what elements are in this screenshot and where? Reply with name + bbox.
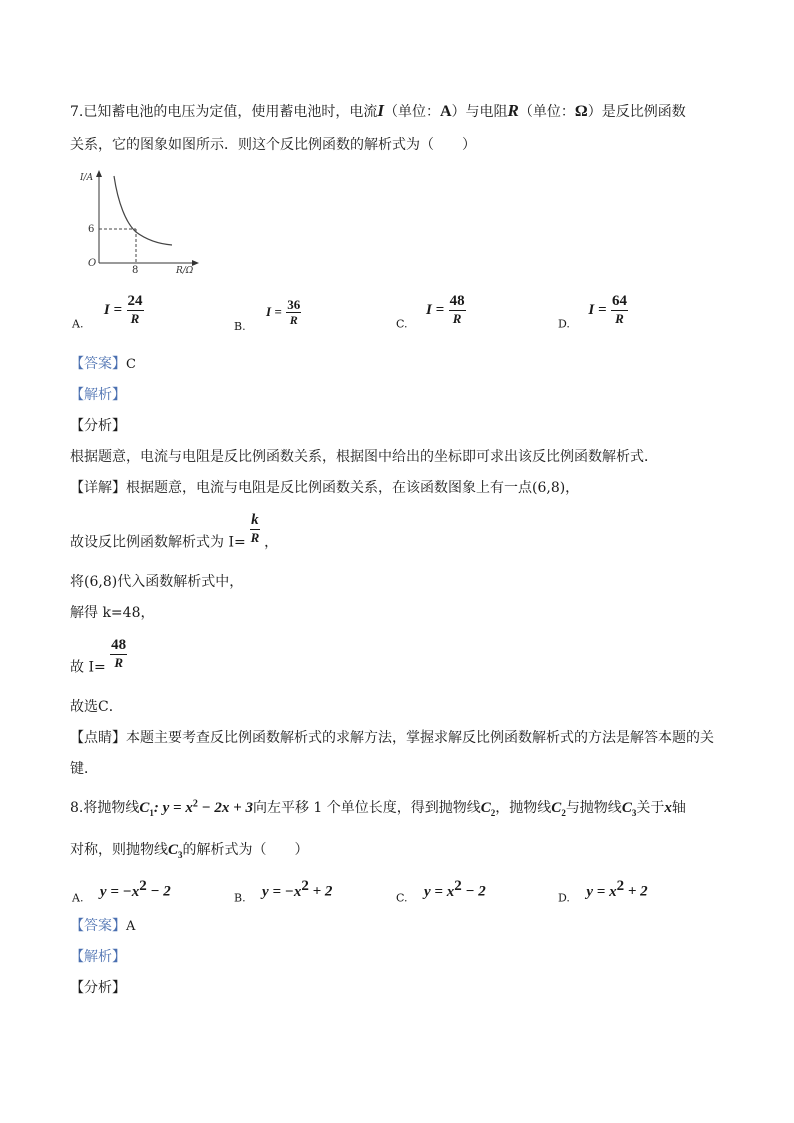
var-R: R	[507, 101, 519, 120]
q7-dianjing-line1: 【点睛】本题主要考查反比例函数解析式的求解方法，掌握求解反比例函数解析式的方法是解答本题的关	[70, 730, 714, 746]
q7-stem-line2: 关系，它的图象如图所示．则这个反比例函数的解析式为（ ）	[70, 137, 476, 153]
q8-option-b[interactable]: $_{B.}$ $y = -x^2 + 2$	[234, 878, 333, 905]
q7-step3: 解得 k=48，	[70, 605, 155, 621]
y-tick-label: 6	[88, 224, 95, 235]
fraction: $\frac{k}{R}$	[250, 512, 260, 545]
q7-option-d[interactable]: $_{D.}$ I = $\frac{64}{R}$	[558, 293, 627, 331]
q8-stem-line1: 8.将抛物线$C_1$: $y = x^2 - 2x + 3$向左平移 1 个单位长度，得到抛物线$C_2$，抛物线$C_2$与抛物线$C_3$关于x轴	[70, 798, 686, 818]
q7-step5: 故选C．	[70, 699, 123, 715]
q8-stem-line2: 对称，则抛物线$C_3$的解析式为（ ）	[70, 842, 309, 860]
q7-fenxi-tag: 【分析】	[70, 418, 126, 434]
q7-option-b[interactable]: $_{B.}$ I = $\frac{36}{R}$	[234, 297, 301, 333]
fraction: $\frac{24}{R}$	[127, 293, 143, 326]
y-axis-arrow	[96, 170, 102, 177]
var-I: I	[377, 101, 384, 120]
x-tick-label: 8	[132, 265, 139, 274]
q8-option-c[interactable]: $_{C.}$ $y = x^2 - 2$	[396, 878, 486, 905]
unit-ampere: A	[439, 103, 452, 120]
y-axis-label: I/A	[80, 173, 94, 183]
q8-fenxi-tag: 【分析】	[70, 980, 126, 996]
origin-label: O	[88, 258, 97, 269]
q7-option-a[interactable]: $_{A.}$ I = $\frac{24}{R}$	[72, 293, 143, 331]
fraction: $\frac{64}{R}$	[611, 293, 627, 326]
fraction: $\frac{36}{R}$	[287, 297, 301, 327]
q7-dianjing-line2: 键．	[70, 761, 98, 777]
fraction: $\frac{48}{R}$	[111, 637, 127, 670]
q8-answer: 【答案】A	[70, 918, 136, 934]
hyperbola-curve	[114, 176, 172, 245]
fraction: $\frac{48}{R}$	[449, 293, 465, 326]
q7-step4: 故 I= $\frac{48}{R}$	[70, 637, 127, 676]
x-axis-label: R/Ω	[176, 266, 194, 274]
q7-fenxi-text: 根据题意，电流与电阻是反比例函数关系，根据图中给出的坐标即可求出该反比例函数解析式．	[70, 449, 658, 465]
q7-xiangjie: 【详解】根据题意，电流与电阻是反比例函数关系，在该函数图象上有一点(6,8)，	[70, 480, 580, 496]
q7-step1: 故设反比例函数解析式为 I= $\frac{k}{R}$ ，	[70, 512, 279, 551]
q7-jiexi-tag: 【解析】	[70, 387, 126, 403]
q7-graph	[80, 168, 210, 274]
q7-answer: 【答案】C	[70, 356, 136, 372]
q7-option-c[interactable]: $_{C.}$ I = $\frac{48}{R}$	[396, 293, 465, 331]
q7-stem-line1: 7.已知蓄电池的电压为定值，使用蓄电池时，电流I（单位：A）与电阻R（单位：Ω）是反比例函数	[70, 101, 686, 120]
q8-option-a[interactable]: $_{A.}$ $y = -x^2 - 2$	[72, 878, 171, 905]
q8-jiexi-tag: 【解析】	[70, 949, 126, 965]
unit-ohm: Ω	[574, 103, 588, 120]
q8-option-d[interactable]: $_{D.}$ $y = x^2 + 2$	[558, 878, 648, 905]
q7-step2: 将(6,8)代入函数解析式中，	[70, 574, 244, 590]
